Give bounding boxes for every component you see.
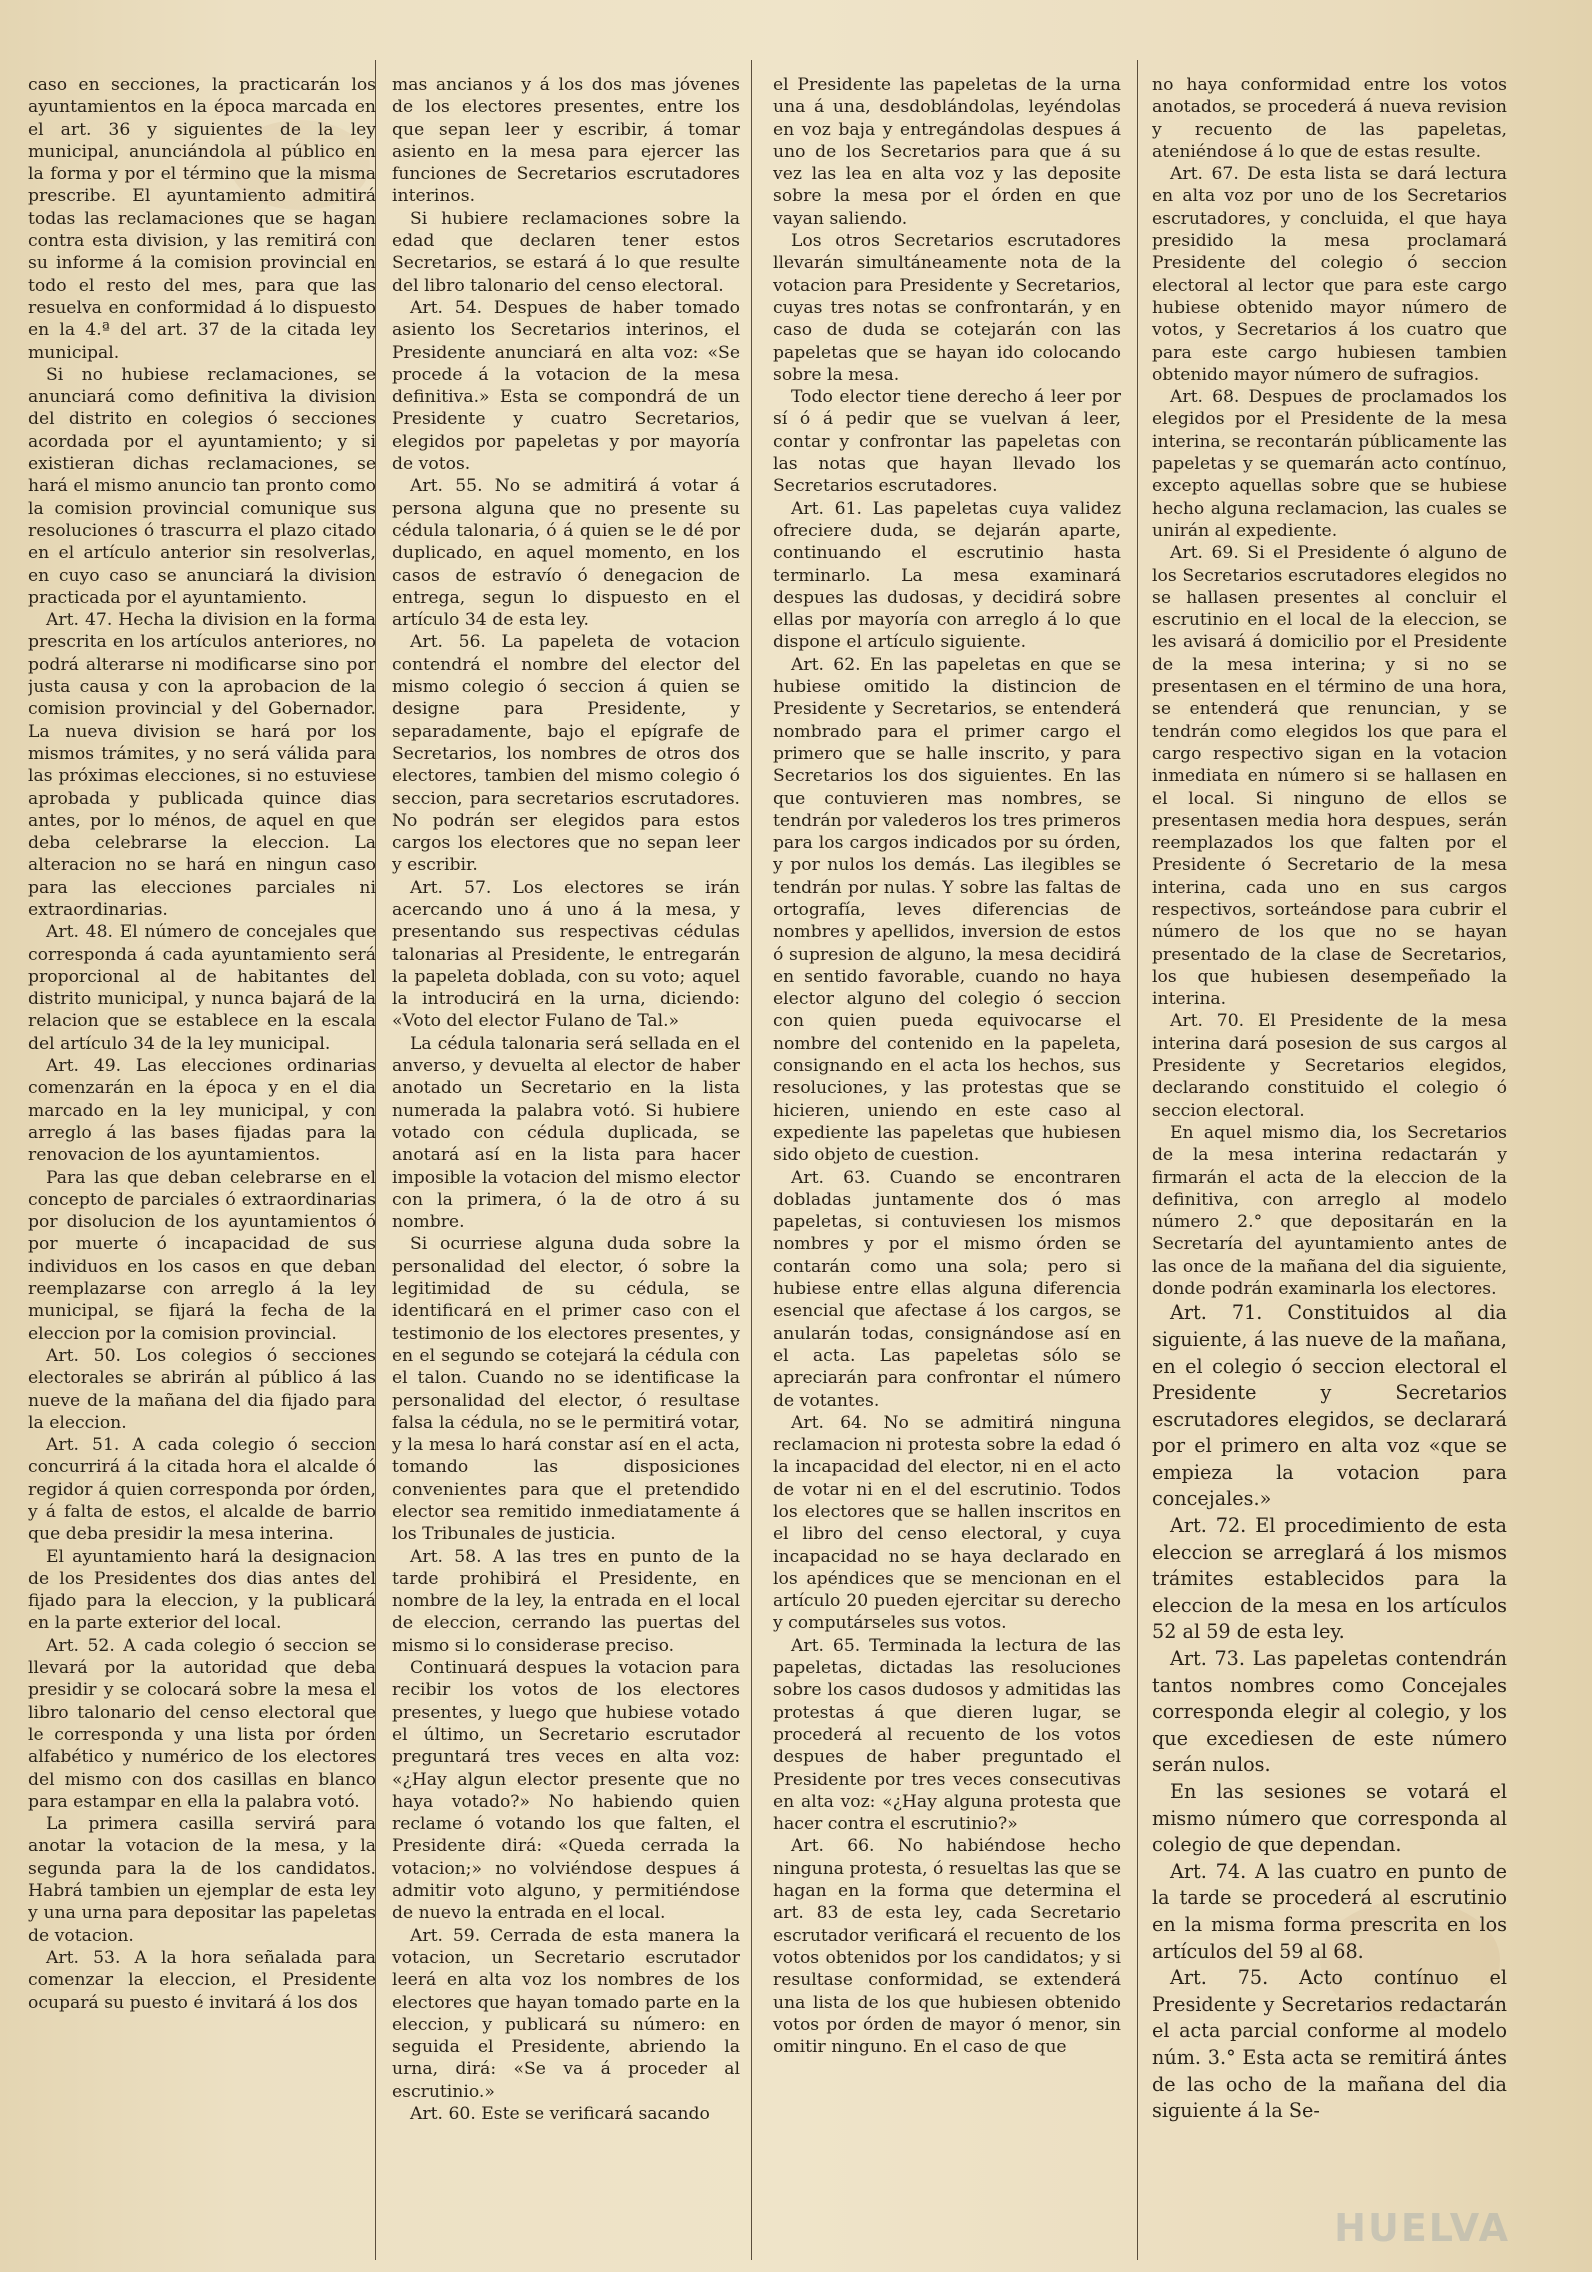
article-paragraph: Art. 68. Despues de proclamados los elegidos por el Presidente de la mesa interina, se recontarán públicamente las papeletas y se quemarán acto contínuo, excepto aquellas sobre que se hubiese hecho alguna reclamacion, las cuales se unirán al expediente. xyxy=(1152,387,1507,541)
article-paragraph: Art. 71. Constituidos al dia siguiente, á las nueve de la mañana, en el colegio ó seccion electoral el Presidente y Secretarios escrutadores elegidos, se declarará por el primero en alta voz «que se empieza la votacion para concejales.» xyxy=(1152,1301,1507,1511)
text-column-4 xyxy=(1152,74,1507,2252)
article-paragraph: Art. 59. Cerrada de esta manera la votacion, un Secretario escrutador leerá en alta voz los nombres de los electores que hayan tomado parte en la eleccion, y publicará su número: en seguida el Presidente, abriendo la urna, dirá: «Se va á proceder al escrutinio.» xyxy=(392,1925,740,2102)
article-paragraph: Art. 74. A las cuatro en punto de la tarde se procederá al escrutinio en la misma forma prescrita en los artículos del 59 al 68. xyxy=(1152,1859,1507,1963)
article-paragraph: Si no hubiese reclamaciones, se anunciará como definitiva la division del distrito en colegios ó secciones acordada por el ayuntamiento; y si existieran dichas reclamaciones, se hará el mismo anuncio tan pronto como la comision provincial comunique sus resoluciones ó trascurra el plazo citado en el artículo anterior sin resolverlas, en cuyo caso se anunciará la division practicada por el ayuntamiento. xyxy=(28,364,376,608)
article-paragraph: La primera casilla servirá para anotar la votacion de la mesa, y la segunda para la de los candidatos. Habrá tambien un ejemplar de esta ley y una urna para depositar las papeletas de votacion. xyxy=(28,1814,376,1946)
article-paragraph: El ayuntamiento hará la designacion de los Presidentes dos dias antes del fijado para la eleccion, y la publicará en la parte exterior del local. xyxy=(28,1546,376,1634)
text-column-2 xyxy=(392,74,740,2252)
article-paragraph: Art. 64. No se admitirá ninguna reclamacion ni protesta sobre la edad ó la incapacidad del elector, ni en el acto de votar ni en el del escrutinio. Todos los electores que se hallen inscritos en el libro del censo electoral, y cuya incapacidad no se haya declarado en los apéndices que se mencionan en el artículo 20 pueden ejercitar su derecho y computárseles sus votos. xyxy=(773,1412,1121,1634)
article-paragraph: Art. 62. En las papeletas en que se hubiese omitido la distincion de Presidente y Secretarios, se entenderá nombrado para el primer cargo el primero que se halle inscrito, y para Secretarios los dos siguientes. En las que contuvieren mas nombres, se tendrán por valederos los tres primeros para los cargos indicados por su órden, y por nulos los demás. Las ilegibles se tendrán por nulas. Y sobre las faltas de ortografía, leves diferencias de nombres y apellidos, inversion de estos ó supresion de alguno, la mesa decidirá en sentido favorable, cuando no haya elector alguno del colegio ó seccion con quien pueda equivocarse el nombre del contenido en la papeleta, consignando en el acta los hechos, sus resoluciones, y las protestas que se hicieren, uniendo en este caso al expediente las papeletas que hubiesen sido objeto de cuestion. xyxy=(773,654,1121,1166)
article-paragraph: Art. 55. No se admitirá á votar á persona alguna que no presente su cédula talonaria, ó á quien se le dé por duplicado, en aquel momento, en los casos de estravío ó denegacion de entrega, segun lo dispuesto en el artículo 34 de esta ley. xyxy=(392,476,740,631)
column-rule xyxy=(751,60,752,2260)
article-paragraph: Art. 50. Los colegios ó secciones electorales se abrirán al público á las nueve de la mañana del dia fijado para la eleccion. xyxy=(28,1345,376,1433)
article-paragraph: Art. 47. Hecha la division en la forma prescrita en los artículos anteriores, no podrá alterarse ni modificarse sino por justa causa y con la aprobacion de la comision provincial y del Gobernador. La nueva division se hará por los mismos trámites, y no será válida para las próximas elecciones, si no estuviese aprobada y publicada quince dias antes, por lo ménos, de aquel en que deba celebrarse la eleccion. La alteracion no se hará en ningun caso para las elecciones parciales ni extraordinarias. xyxy=(28,610,376,920)
article-paragraph: Art. 51. A cada colegio ó seccion concurrirá á la citada hora el alcalde ó regidor á quien corresponda por órden, y á falta de estos, el alcalde de barrio que deba presidir la mesa interina. xyxy=(28,1435,376,1545)
article-paragraph: Art. 70. El Presidente de la mesa interina dará posesion de sus cargos al Presidente y Secretarios elegidos, declarando constituido el colegio ó seccion electoral. xyxy=(1152,1011,1507,1121)
article-paragraph: Art. 49. Las elecciones ordinarias comenzarán en la época y en el dia marcado en la ley municipal, y con arreglo á las bases fijadas para la renovacion de los ayuntamientos. xyxy=(28,1056,376,1166)
article-paragraph: Los otros Secretarios escrutadores llevarán simultáneamente nota de la votacion para Presidente y Secretarios, cuyas tres notas se confrontarán, y en caso de duda se cotejarán con las papeletas que se hayan ido colocando sobre la mesa. xyxy=(773,231,1121,385)
article-paragraph: Art. 72. El procedimiento de esta eleccion se arreglará á los mismos trámites establecidos para la eleccion de la mesa en los artículos 52 al 59 de esta ley. xyxy=(1152,1514,1507,1644)
article-paragraph: Si hubiere reclamaciones sobre la edad que declaren tener estos Secretarios, se estará á lo que resulte del libro talonario del censo electoral. xyxy=(392,208,740,296)
article-paragraph: Art. 56. La papeleta de votacion contendrá el nombre del elector del mismo colegio ó seccion á quien se designe para Presidente, y separadamente, bajo el epígrafe de Secretarios, los nombres de otros dos electores, tambien del mismo colegio ó seccion, para secretarios escrutadores. No podrán ser elegidos para estos cargos los electores que no sepan leer y escribir. xyxy=(392,632,740,876)
article-paragraph: Art. 66. No habiéndose hecho ninguna protesta, ó resueltas las que se hagan en la forma que determina el art. 83 de esta ley, cada Secretario escrutador verificará el recuento de los votos obtenidos por los candidatos; y si resultase conformidad, se extenderá una lista de los que hubiesen obtenido votos por órden de mayor ó menor, sin omitir ninguno. En el caso de que xyxy=(773,1836,1121,2058)
article-paragraph: La cédula talonaria será sellada en el anverso, y devuelta al elector de haber anotado un Secretario en la lista numerada la palabra votó. Si hubiere votado con cédula duplicada, se anotará así en la lista para hacer imposible la votacion del mismo elector con la primera, ó la de otro á su nombre. xyxy=(392,1033,740,1233)
article-paragraph: Continuará despues la votacion para recibir los votos de los electores presentes, y luego que hubiese votado el último, un Secretario escrutador preguntará tres veces en alta voz: «¿Hay algun elector presente que no haya votado?» No habiendo quien reclame ó votando los que falten, el Presidente dirá: «Queda cerrada la votacion;» no volviéndose despues á admitir voto alguno, y permitiéndose de nuevo la entrada en el local. xyxy=(392,1658,740,1924)
column-rule xyxy=(1137,60,1138,2260)
article-paragraph: Art. 48. El número de concejales que corresponda á cada ayuntamiento será proporcional al de habitantes del distrito municipal, y nunca bajará de la relacion que se establece en la escala del artículo 34 de la ley municipal. xyxy=(28,922,376,1054)
article-paragraph: Art. 65. Terminada la lectura de las papeletas, dictadas las resoluciones sobre los casos dudosos y admitidas las protestas á que dieren lugar, se procederá al recuento de los votos despues de haber preguntado el Presidente por tres veces consecutivas en alta voz: «¿Hay alguna protesta que hacer contra el escrutinio?» xyxy=(773,1635,1121,1835)
article-paragraph: mas ancianos y á los dos mas jóvenes de los electores presentes, entre los que sepan leer y escribir, á tomar asiento en la mesa para ejercer las funciones de Secretarios escrutadores interinos. xyxy=(392,75,740,207)
article-paragraph: Para las que deban celebrarse en el concepto de parciales ó extraordinarias por disolucion de los ayuntamientos ó por muerte ó incapacidad de sus individuos en los casos en que deban reemplazarse con arreglo á la ley municipal, se fijará la fecha de la eleccion por la comision provincial. xyxy=(28,1167,376,1344)
article-paragraph: Art. 67. De esta lista se dará lectura en alta voz por uno de los Secretarios escrutadores, y concluida, el que haya presidido la mesa proclamará Presidente del colegio ó seccion electoral al lector que para este cargo hubiese obtenido mayor número de votos, y Secretarios á los cuatro que para este cargo hubiesen tambien obtenido mayor número de sufragios. xyxy=(1152,164,1507,385)
article-paragraph: Art. 63. Cuando se encontraren dobladas juntamente dos ó mas papeletas, si contuviesen los mismos nombres y por el mismo órden se contarán como una sola; pero si hubiese entre ellas alguna diferencia esencial que afectase á los cargos, se anularán todas, consignándose así en el acta. Las papeletas sólo se apreciarán para confrontar el número de votantes. xyxy=(773,1167,1121,1411)
article-paragraph: Todo elector tiene derecho á leer por sí ó á pedir que se vuelvan á leer, contar y confrontar las papeletas con las notas que hayan llevado los Secretarios escrutadores. xyxy=(773,387,1121,497)
article-paragraph: caso en secciones, la practicarán los ayuntamientos en la época marcada en el art. 36 y siguientes de la ley municipal, anunciándola al público en la forma y por el término que la misma prescribe. El ayuntamiento admitirá todas las reclamaciones que se hagan contra esta division, y las remitirá con su informe á la comision provincial en todo el resto del mes, para que las resuelva en conformidad á lo dispuesto en la 4.ª del art. 37 de la citada ley municipal. xyxy=(28,75,376,363)
article-paragraph: Si ocurriese alguna duda sobre la personalidad del elector, ó sobre la legitimidad de su cédula, se identificará en el primer caso con el testimonio de los electores presentes, y en el segundo se cotejará la cédula con el talon. Cuando no se identificase la personalidad del elector, ó resultase falsa la cédula, no se le permitirá votar, y la mesa lo hará constar así en el acta, tomando las disposiciones convenientes para que el pretendido elector sea remitido inmediatamente á los Tribunales de justicia. xyxy=(392,1234,740,1545)
article-paragraph: En las sesiones se votará el mismo número que corresponda al colegio de que dependan. xyxy=(1152,1780,1507,1857)
article-paragraph: Art. 58. A las tres en punto de la tarde prohibirá el Presidente, en nombre de la ley, la entrada en el local de eleccion, cerrando las puertas del mismo si lo considerase preciso. xyxy=(392,1546,740,1656)
article-paragraph: Art. 54. Despues de haber tomado asiento los Secretarios interinos, el Presidente anunciará en alta voz: «Se procede á la votacion de la mesa definitiva.» Esta se compondrá de un Presidente y cuatro Secretarios, elegidos por papeletas y por mayoría de votos. xyxy=(392,297,740,475)
article-paragraph: Art. 73. Las papeletas contendrán tantos nombres como Concejales corresponda elegir al colegio, y los que excediesen de este número serán nulos. xyxy=(1152,1647,1507,1777)
archive-watermark: HUELVA xyxy=(1334,2206,1510,2250)
large-type-section xyxy=(1152,1300,1507,2124)
article-paragraph: Art. 61. Las papeletas cuya validez ofreciere duda, se dejarán aparte, continuando el escrutinio hasta terminarlo. La mesa examinará despues las dudosas, y decidirá sobre ellas por mayoría con arreglo á lo que dispone el artículo siguiente. xyxy=(773,498,1121,653)
article-paragraph: Art. 75. Acto contínuo el Presidente y Secretarios redactarán el acta parcial conforme al modelo núm. 3.° Esta acta se remitirá ántes de las ocho de la mañana del dia siguiente á la Se- xyxy=(1152,1966,1507,2123)
article-paragraph: el Presidente las papeletas de la urna una á una, desdoblándolas, leyéndolas en voz baja y entregándolas despues á uno de los Secretarios para que á su vez las lea en alta voz y las deposite sobre la mesa por el órden en que vayan saliendo. xyxy=(773,75,1121,229)
article-paragraph: Art. 60. Este se verificará sacando xyxy=(410,2104,710,2125)
article-paragraph: Art. 53. A la hora señalada para comenzar la eleccion, el Presidente ocupará su puesto é invitará á los dos xyxy=(28,1947,376,2013)
article-paragraph: Art. 52. A cada colegio ó seccion se llevará por la autoridad que deba presidir y se colocará sobre la mesa el libro talonario del censo electoral que le corresponda y una lista por órden alfabético y numérico de los electores del mismo con dos casillas en blanco para estampar en ella la palabra votó. xyxy=(28,1635,376,1812)
article-paragraph: no haya conformidad entre los votos anotados, se procederá á nueva revision y recuento de las papeletas, ateniéndose á lo que de estas resulte. xyxy=(1152,75,1507,162)
article-paragraph: En aquel mismo dia, los Secretarios de la mesa interina redactarán y firmarán el acta de la eleccion de la definitiva, con arreglo al modelo número 2.° que depositarán en la Secretaría del ayuntamiento antes de las once de la mañana del dia siguiente, donde podrán examinarla los electores. xyxy=(1152,1122,1507,1300)
text-column-1 xyxy=(28,74,376,2252)
article-paragraph: Art. 57. Los electores se irán acercando uno á uno á la mesa, y presentando sus respectivas cédulas talonarias al Presidente, le entregarán la papeleta doblada, con su voto; aquel la introducirá en la urna, diciendo: «Voto del elector Fulano de Tal.» xyxy=(392,877,740,1032)
text-column-3 xyxy=(773,74,1121,2252)
article-paragraph: Art. 69. Si el Presidente ó alguno de los Secretarios escrutadores elegidos no se hallasen presentes al concluir el escrutinio en el local de la eleccion, se les avisará á domicilio por el Presidente de la mesa interina; y si no se presentasen en el término de una hora, se entenderá que renuncian, y se tendrán como elegidos los que para el cargo respectivo sigan en la votacion inmediata en número si se hallasen en el local. Si ninguno de ellos se presentasen media hora despues, serán reemplazados los que falten por el Presidente ó Secretario de la mesa interina, cada uno en sus cargos respectivos, sorteándose para cubrir el número de los que no se hayan presentado de la clase de Secretarios, los que hubiesen desempeñado la interina. xyxy=(1152,543,1507,1010)
